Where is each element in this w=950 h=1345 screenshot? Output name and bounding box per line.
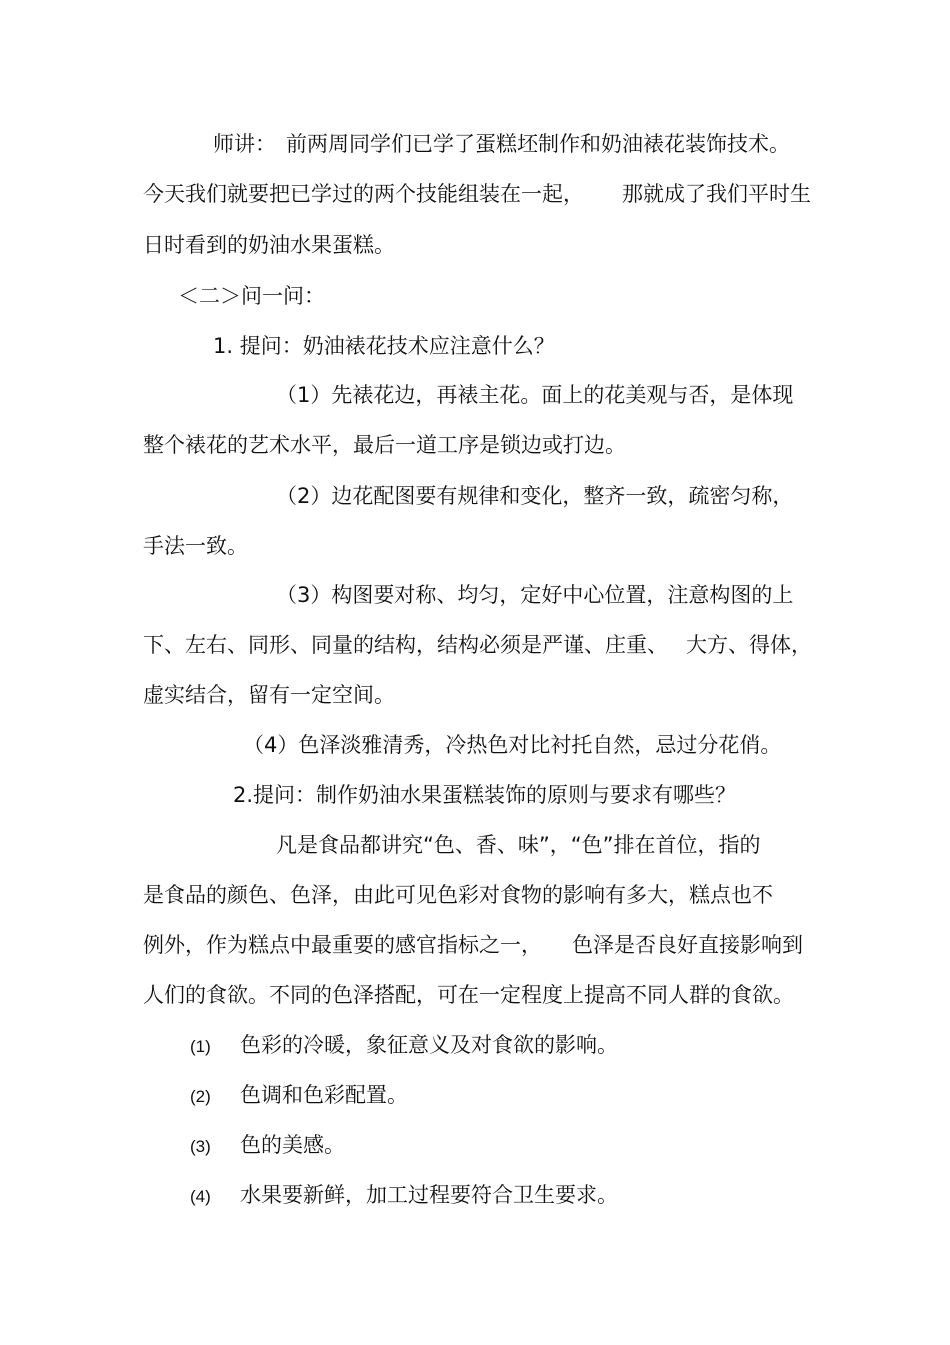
list-item-number: (3)	[190, 1137, 211, 1156]
q2-para-line-3b: 色泽是否良好直接影响到	[572, 933, 803, 957]
list-item-text: 色的美感。	[240, 1133, 345, 1157]
list-item	[190, 1132, 345, 1158]
speaker-label: 师讲：	[213, 132, 276, 156]
list-item	[190, 1032, 618, 1058]
q2-para-line-1: 凡是食品都讲究“色、香、味”，“色”排在首位，指的	[276, 833, 761, 857]
list-item-text: 色彩的冷暖，象征意义及对食欲的影响。	[240, 1033, 618, 1057]
intro-text-1: 前两周同学们已学了蛋糕坯制作和奶油裱花装饰技术。	[286, 132, 790, 156]
q1-point-3-line-1: （3）构图要对称、均匀，定好中心位置，注意构图的上	[276, 583, 794, 607]
list-item-text: 水果要新鲜，加工过程要符合卫生要求。	[240, 1183, 618, 1207]
question-1: 1. 提问：奶油裱花技术应注意什么？	[213, 334, 555, 358]
q1-point-1-line-1: （1）先裱花边，再裱主花。面上的花美观与否，是体现	[276, 383, 794, 407]
q2-para-line-3	[143, 932, 803, 958]
q2-para-line-3a: 例外，作为糕点中最重要的感官指标之一，	[143, 933, 542, 957]
list-item	[190, 1082, 408, 1108]
intro-text-2b: 那就成了我们平时生	[622, 182, 811, 206]
intro-text-2a: 今天我们就要把已学过的两个技能组装在一起，	[143, 182, 584, 206]
list-item-number: (4)	[190, 1187, 211, 1206]
list-item-number: (1)	[190, 1037, 211, 1056]
list-item	[190, 1182, 618, 1208]
q1-point-3-line-2	[143, 632, 812, 658]
section-heading: ＜二＞问一问：	[178, 284, 325, 308]
q1-point-2-line-1: （2）边花配图要有规律和变化，整齐一致，疏密匀称，	[276, 484, 794, 508]
q1-point-3-line-2b: 大方、得体，	[686, 633, 812, 657]
intro-line-2	[143, 181, 811, 207]
intro-line-3: 日时看到的奶油水果蛋糕。	[143, 233, 395, 257]
q2-para-line-4: 人们的食欲。不同的色泽搭配，可在一定程度上提高不同人群的食欲。	[143, 983, 794, 1007]
intro-line-1	[213, 131, 790, 157]
q1-point-3-line-3: 虚实结合，留有一定空间。	[143, 683, 395, 707]
q1-point-2-line-2: 手法一致。	[143, 534, 248, 558]
q1-point-4: （4）色泽淡雅清秀，冷热色对比衬托自然，忌过分花俏。	[243, 733, 782, 757]
list-item-number: (2)	[190, 1087, 211, 1106]
q2-para-line-2: 是食品的颜色、色泽，由此可见色彩对食物的影响有多大，糕点也不	[143, 883, 773, 907]
q1-point-1-line-2: 整个裱花的艺术水平，最后一道工序是锁边或打边。	[143, 433, 626, 457]
q1-point-3-line-2a: 下、左右、同形、同量的结构，结构必须是严谨、庄重、	[143, 633, 668, 657]
list-item-text: 色调和色彩配置。	[240, 1083, 408, 1107]
question-2: 2.提问：制作奶油水果蛋糕装饰的原则与要求有哪些？	[233, 783, 737, 807]
